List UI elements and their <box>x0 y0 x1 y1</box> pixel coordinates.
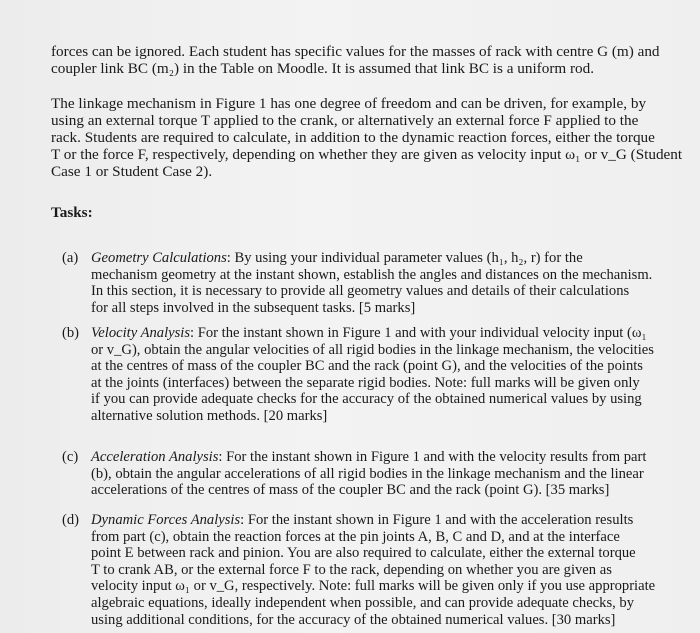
text-line: T or the force F, respectively, depending on whether they are given as velocity input ω₁ or v_G (Student <box>51 146 683 163</box>
text-line: velocity input ω₁ or v_G, respectively. Note: full marks will be given only if you use appropriate <box>91 578 656 595</box>
task-title: Dynamic Forces Analysis <box>91 512 241 528</box>
intro-paragraph-1 <box>51 43 671 77</box>
task-title: Geometry Calculations <box>91 250 227 266</box>
text-line: algebraic equations, ideally independent when possible, and can provide adequate checks, by <box>91 594 635 611</box>
text-line: using additional conditions, for the accuracy of the obtained numerical values. [30 marks] <box>91 611 616 628</box>
text-line: In this section, it is necessary to provide all geometry values and details of their calculations <box>91 283 630 300</box>
text-line: point E between rack and pinion. You are also required to calculate, either the external torque <box>91 545 636 562</box>
task-marker: (b) <box>62 325 80 341</box>
text-line: or v_G), obtain the angular velocities of all rigid bodies in the linkage mechanism, the velocities <box>91 341 654 358</box>
text-line: from part (c), obtain the reaction forces at the pin joints A, B, C and D, and at the interface <box>91 528 620 545</box>
text-line: The linkage mechanism in Figure 1 has one degree of freedom and can be driven, for example, by <box>51 95 647 112</box>
task-b <box>62 325 664 425</box>
task-text: : For the instant shown in Figure 1 and with the acceleration results <box>240 512 634 528</box>
text-line: T to crank AB, or the external force F to the rack, depending on whether you are given as <box>91 561 612 578</box>
text-line: accelerations of the centres of mass of the coupler BC and the rack (point G). [35 marks] <box>91 482 610 499</box>
text-line: for all steps involved in the subsequent tasks. [5 marks] <box>91 299 416 316</box>
tasks-heading: Tasks: <box>51 204 93 221</box>
intro-paragraph-2 <box>51 95 683 180</box>
text-line <box>91 449 664 466</box>
text-line: at the joints (interfaces) between the separate rigid bodies. Note: full marks will be given only <box>91 374 640 391</box>
text-line: at the centres of mass of the coupler BC and the rack (point G), and the velocities of the points <box>91 358 643 375</box>
task-body <box>91 512 664 628</box>
text-line <box>91 325 664 342</box>
task-marker: (c) <box>62 449 79 465</box>
task-text: : By using your individual parameter values (h₁, h₂, r) for the <box>226 250 583 266</box>
task-title: Acceleration Analysis <box>91 449 219 465</box>
task-body <box>91 449 664 499</box>
text-line: using an external torque T applied to the crank, or alternatively an external force F applied to the <box>51 112 639 129</box>
task-text: : For the instant shown in Figure 1 and with your individual velocity input (ω₁ <box>190 325 647 341</box>
text-line <box>91 512 664 529</box>
text-line: coupler link BC (m₂) in the Table on Moodle. It is assumed that link BC is a uniform rod. <box>51 60 595 77</box>
text-line: forces can be ignored. Each student has specific values for the masses of rack with centre G (m) and <box>51 43 660 60</box>
task-c <box>62 449 664 499</box>
task-body <box>91 325 664 425</box>
task-marker: (a) <box>62 250 79 266</box>
task-a <box>62 250 664 316</box>
task-body <box>91 250 664 316</box>
text-line: mechanism geometry at the instant shown, establish the angles and distances on the mechanism. <box>91 266 653 283</box>
task-title: Velocity Analysis <box>91 325 191 341</box>
text-line: rack. Students are required to calculate, in addition to the dynamic reaction forces, either the torque <box>51 129 655 146</box>
text-line: (b), obtain the angular accelerations of all rigid bodies in the linkage mechanism and the linear <box>91 465 644 482</box>
text-line: Case 1 or Student Case 2). <box>51 163 213 180</box>
task-text: : For the instant shown in Figure 1 and with the velocity results from part <box>218 449 647 465</box>
task-marker: (d) <box>62 512 80 528</box>
text-line: alternative solution methods. [20 marks] <box>91 407 328 424</box>
text-line <box>91 250 664 267</box>
text-line: if you can provide adequate checks for the accuracy of the obtained numerical values by using <box>91 391 642 408</box>
task-d <box>62 512 664 628</box>
